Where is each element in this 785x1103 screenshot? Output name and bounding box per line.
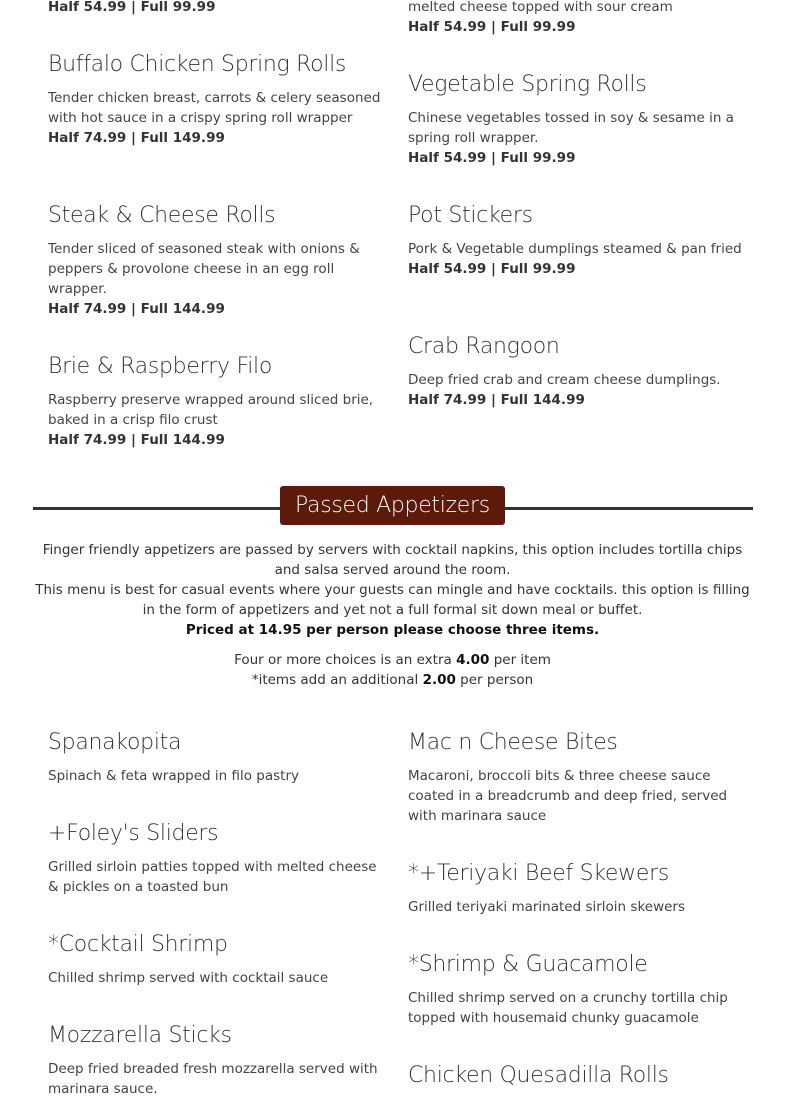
menu-item	[48, 201, 383, 319]
menu-item	[48, 930, 383, 988]
menu-item	[408, 70, 743, 168]
item-name: Mac n Cheese Bites	[408, 730, 618, 755]
item-name: Crab Rangoon	[408, 334, 560, 359]
item-name: *Shrimp & Guacamole	[408, 952, 648, 977]
item-name: Steak & Cheese Rolls	[48, 203, 276, 228]
menu-item	[408, 201, 743, 279]
menu-item	[408, 728, 743, 826]
item-price: Half 74.99 | Full 149.99	[48, 130, 225, 146]
item-name: *+Teriyaki Beef Skewers	[408, 861, 669, 886]
menu-item	[48, 352, 383, 450]
menu-item	[48, 728, 383, 786]
item-name: *Cocktail Shrimp	[48, 932, 228, 957]
item-name: Vegetable Spring Rolls	[408, 72, 647, 97]
menu-item	[48, 819, 383, 897]
item-price: Half 54.99 | Full 99.99	[408, 150, 576, 166]
menu-item	[408, 1061, 743, 1091]
item-description: Tender sliced of seasoned steak with onions & peppers & provolone cheese in an egg roll wrapper.	[48, 241, 360, 297]
item-description: Raspberry preserve wrapped around sliced brie, baked in a crisp filo crust	[48, 392, 374, 428]
item-name: Buffalo Chicken Spring Rolls	[48, 52, 347, 77]
item-name: Chicken Quesadilla Rolls	[408, 1063, 669, 1088]
item-description: Spinach & feta wrapped in filo pastry	[48, 768, 300, 784]
item-price: Half 74.99 | Full 144.99	[48, 301, 225, 317]
section-title: Passed Appetizers	[280, 486, 505, 525]
item-description: melted cheese topped with sour cream	[408, 0, 673, 15]
menu-item	[408, 950, 743, 1028]
item-price: Half 54.99 | Full 99.99	[408, 261, 576, 277]
item-description: Grilled sirloin patties topped with melted cheese & pickles on a toasted bun	[48, 859, 377, 895]
item-price: Half 74.99 | Full 144.99	[408, 392, 585, 408]
item-description: Deep fried breaded fresh mozzarella served with marinara sauce.	[48, 1061, 378, 1097]
pricing-note: Priced at 14.95 per person please choose three items.	[185, 622, 600, 638]
menu-item	[408, 859, 743, 917]
item-name: Mozzarella Sticks	[48, 1023, 232, 1048]
item-description: Pork & Vegetable dumplings steamed & pan fried	[408, 241, 742, 257]
item-name: Brie & Raspberry Filo	[48, 354, 272, 379]
intro-text: Finger friendly appetizers are passed by servers with cocktail napkins, this option includes tortilla chips and salsa served around the room.	[42, 542, 743, 578]
item-description: Grilled teriyaki marinated sirloin skewers	[408, 899, 686, 915]
item-price: Half 54.99 | Full 99.99	[48, 0, 216, 15]
item-name: +Foley's Sliders	[48, 821, 219, 846]
intro-text: This menu is best for casual events where your guests can mingle and have cocktails. this option is filling in the form of appetizers and yet not a full formal sit down meal or buffet.	[35, 582, 750, 618]
item-name: Pot Stickers	[408, 203, 533, 228]
section-intro	[30, 540, 755, 690]
menu-item	[408, 332, 743, 410]
item-price: Half 74.99 | Full 144.99	[48, 432, 225, 448]
item-description: Chinese vegetables tossed in soy & sesame in a spring roll wrapper.	[408, 110, 734, 146]
item-description: Macaroni, broccoli bits & three cheese sauce coated in a breadcrumb and deep fried, served with marinara sauce	[408, 768, 728, 824]
item-description: Chilled shrimp served on a crunchy tortilla chip topped with housemaid chunky guacamole	[408, 990, 728, 1026]
menu-item	[48, 1021, 383, 1099]
additional-charge-note: *items add an additional 2.00 per person	[251, 672, 534, 688]
menu-item	[48, 50, 383, 148]
item-description: Tender chicken breast, carrots & celery seasoned with hot sauce in a crispy spring roll wrapper	[48, 90, 381, 126]
extra-charge-note: Four or more choices is an extra 4.00 per item	[234, 652, 551, 668]
item-description: Chilled shrimp served with cocktail sauce	[48, 970, 329, 986]
item-description: Deep fried crab and cream cheese dumplings.	[408, 372, 721, 388]
item-price: Half 54.99 | Full 99.99	[408, 19, 576, 35]
item-name: Spanakopita	[48, 730, 182, 755]
